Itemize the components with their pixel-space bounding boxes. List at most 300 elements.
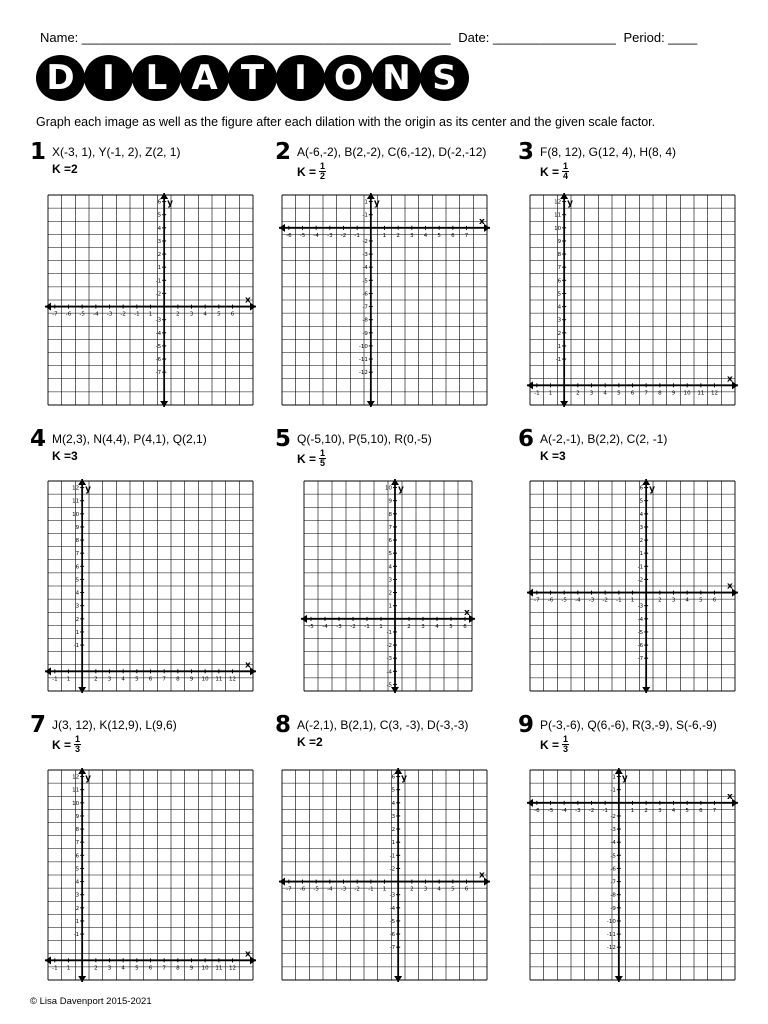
problem-number: 3 [518,139,535,165]
fraction-numerator: 1 [75,734,81,744]
y-tick-label: 6 [557,278,562,285]
x-tick-label: 4 [435,623,439,630]
x-tick-label: 6 [230,311,235,318]
scale-label: K = [52,449,72,463]
x-tick-label: -5 [79,311,85,318]
scale-value: 3 [559,449,566,463]
x-tick-label: 5 [135,676,139,683]
x-tick-label: 11 [215,965,223,972]
scale-label: K = [540,449,560,463]
coordinate-grid[interactable] [44,767,259,983]
scale-factor [297,735,323,749]
fraction-denominator: 2 [320,171,326,181]
scale-factor [52,735,81,754]
fraction-numerator: 1 [320,161,326,171]
y-tick-label: 2 [639,538,644,545]
grid-body [45,193,256,407]
y-tick-label: 8 [388,511,392,518]
y-tick-label: 5 [391,787,396,794]
y-tick-label: 4 [391,800,396,807]
y-tick-label: 2 [557,330,562,337]
scale-label: K = [297,451,317,466]
title-letter: D [36,55,85,101]
x-tick-label: 7 [644,390,648,397]
x-tick-label: -1 [534,390,540,397]
y-tick-label: -1 [637,564,644,571]
y-tick-label: 12 [72,774,80,781]
scale-fraction [74,735,81,754]
scale-value: 2 [71,162,78,176]
scale-fraction [319,449,326,468]
y-tick-label: -5 [389,918,396,925]
x-tick-label: 2 [176,311,180,318]
y-tick-label: 5 [388,551,392,558]
x-axis-label: x [727,374,733,385]
y-tick-label: -5 [637,629,644,636]
problem-number: 8 [275,712,292,738]
y-tick-label: 10 [72,800,80,807]
x-tick-label: 1 [148,311,153,318]
y-tick-label: -11 [358,357,368,364]
y-tick-label: 1 [388,603,392,610]
x-axis-label: x [464,607,470,618]
y-tick-label: 6 [75,853,80,860]
x-tick-label: 2 [576,390,580,397]
scale-factor [52,449,78,463]
problem-number: 7 [30,712,47,738]
x-tick-label: 1 [66,676,71,683]
arrow-down-icon [642,687,650,693]
x-tick-label: -6 [534,807,540,814]
scale-factor [297,449,326,468]
fraction-numerator: 1 [563,734,569,744]
x-tick-label: 7 [464,232,469,239]
x-tick-label: 6 [699,807,703,814]
name-field[interactable]: Name: ___________________________________________________ [40,30,451,45]
y-tick-label: -6 [362,291,368,298]
y-tick-label: 8 [75,827,80,834]
grid-body [45,768,256,982]
y-tick-label: 1 [391,840,396,847]
fraction-denominator: 4 [563,171,569,181]
title-letter: O [324,55,373,101]
y-tick-label: -3 [155,317,162,324]
y-tick-label: 7 [557,265,562,272]
x-tick-label: -4 [93,311,99,318]
x-tick-label: 5 [437,232,441,239]
y-tick-label: 4 [75,590,80,597]
y-tick-label: -1 [155,278,162,285]
y-axis-label: y [401,773,408,784]
y-axis-label: y [649,484,656,495]
x-tick-label: 5 [451,886,455,893]
x-tick-label: 12 [711,390,718,397]
x-tick-label: 3 [671,597,676,604]
page-title [36,55,468,101]
x-tick-label: 6 [148,676,153,683]
x-tick-label: -2 [340,232,347,239]
x-tick-label: 2 [396,232,400,239]
y-axis-label: y [567,198,574,209]
y-tick-label: 6 [639,485,644,492]
scale-fraction [562,162,569,181]
y-tick-label: 11 [554,212,562,219]
problem-number: 2 [275,139,292,165]
scale-factor [297,162,326,181]
x-tick-label: 3 [189,311,194,318]
x-tick-label: 12 [229,965,236,972]
problem-points: X(-3, 1), Y(-1, 2), Z(2, 1) [52,145,181,159]
y-tick-label: 7 [75,551,80,558]
fraction-denominator: 5 [320,458,326,468]
x-tick-label: 1 [630,597,635,604]
y-tick-label: -4 [362,265,368,272]
y-tick-label: 5 [75,866,80,873]
coordinate-grid[interactable] [526,767,741,983]
y-tick-label: -5 [386,682,392,689]
grid-body [45,479,256,693]
y-tick-label: 5 [157,212,162,219]
y-tick-label: 2 [388,590,392,597]
y-tick-label: -1 [389,853,396,860]
y-axis-label: y [373,198,380,209]
x-tick-label: -6 [299,886,306,893]
y-tick-label: -12 [606,945,616,952]
title-letter: N [372,55,421,101]
x-tick-label: 2 [407,623,411,630]
y-axis-label: y [621,773,628,784]
y-tick-label: 9 [388,498,392,505]
coordinate-grid[interactable] [44,192,259,408]
y-tick-label: 2 [157,252,162,259]
y-tick-label: -5 [155,343,162,350]
y-tick-label: 3 [557,317,562,324]
y-tick-label: 10 [385,485,392,492]
y-tick-label: -1 [610,787,616,794]
problem-points: P(-3,-6), Q(6,-6), R(3,-9), S(-6,-9) [540,718,717,732]
scale-factor [540,449,566,463]
x-axis-label: x [245,295,251,306]
y-tick-label: 9 [75,813,80,820]
x-tick-label: -2 [120,311,126,318]
y-tick-label: 9 [557,238,562,245]
x-tick-label: 4 [203,311,207,318]
y-tick-label: 1 [639,551,644,558]
y-tick-label: 2 [75,905,80,912]
grid-body [527,193,738,407]
x-tick-label: 7 [162,676,166,683]
y-tick-label: -4 [155,330,162,337]
fraction-denominator: 3 [563,744,569,754]
title-letter: L [132,55,181,101]
x-axis-label: x [245,949,251,960]
problem-points: A(-6,-2), B(2,-2), C(6,-12), D(-2,-12) [297,145,487,159]
y-tick-label: -12 [358,370,368,377]
problem-points: A(-2,1), B(2,1), C(3, -3), D(-3,-3) [297,718,469,732]
y-tick-label: 10 [554,225,562,232]
y-tick-label: -5 [362,278,368,285]
y-tick-label: -2 [389,866,396,873]
y-tick-label: -8 [610,892,616,899]
x-tick-label: -5 [308,623,314,630]
y-tick-label: 1 [75,918,80,925]
x-tick-label: 3 [410,232,414,239]
scale-value: 3 [71,449,78,463]
arrow-down-icon [367,401,375,407]
period-field[interactable]: Period: ____ [623,30,698,45]
y-tick-label: -9 [362,330,368,337]
y-tick-label: -2 [637,577,644,584]
x-tick-label: -2 [354,886,360,893]
y-tick-label: -4 [389,905,396,912]
y-tick-label: 7 [75,840,80,847]
x-tick-label: 4 [685,597,689,604]
y-tick-label: 3 [391,813,396,820]
y-tick-label: -1 [362,212,368,219]
x-tick-label: -7 [534,597,540,604]
y-tick-label: 8 [557,252,562,259]
x-tick-label: 3 [589,390,594,397]
x-tick-label: 4 [121,965,125,972]
x-tick-label: -5 [313,886,319,893]
scale-label: K = [297,164,317,179]
y-tick-label: -7 [389,945,396,952]
x-tick-label: 9 [189,676,194,683]
x-tick-label: 5 [135,965,139,972]
x-tick-label: 5 [449,623,453,630]
x-axis-label: x [727,791,733,802]
x-tick-label: 6 [630,390,635,397]
y-tick-label: -4 [637,616,644,623]
y-tick-label: 12 [554,199,562,206]
x-tick-label: -1 [368,886,374,893]
y-axis-label: y [398,484,404,495]
y-tick-label: -10 [606,918,616,925]
copyright: © Lisa Davenport 2015-2021 [30,996,152,1007]
x-tick-label: -1 [354,232,360,239]
x-tick-label: 7 [712,807,717,814]
x-tick-label: -1 [364,623,370,630]
x-tick-label: 3 [658,807,662,814]
problem-number: 9 [518,712,535,738]
title-letter: T [228,55,277,101]
x-tick-label: 10 [201,676,209,683]
x-tick-label: 4 [121,676,125,683]
x-tick-label: 11 [697,390,705,397]
x-tick-label: 3 [107,676,112,683]
y-tick-label: -1 [386,629,392,636]
x-axis-label: x [479,870,485,881]
date-field[interactable]: Date: _________________ [458,30,616,45]
y-tick-label: 3 [639,524,644,531]
x-tick-label: -1 [616,597,622,604]
y-tick-label: 2 [391,827,396,834]
y-tick-label: -3 [389,892,396,899]
arrow-down-icon [394,976,402,982]
y-tick-label: -4 [386,669,392,676]
y-tick-label: -7 [155,370,162,377]
header [40,30,730,45]
x-tick-label: 1 [379,623,383,630]
scale-value: 2 [316,735,323,749]
x-tick-label: 12 [229,676,236,683]
title-letter: A [180,55,229,101]
scale-fraction [319,162,326,181]
y-tick-label: -6 [389,932,396,939]
x-tick-label: -7 [286,886,292,893]
x-tick-label: -5 [561,597,567,604]
coordinate-grid[interactable] [44,478,259,694]
x-tick-label: -5 [299,232,306,239]
problem-number: 5 [275,426,292,452]
x-tick-label: 6 [148,965,153,972]
x-tick-label: 8 [658,390,662,397]
x-tick-label: -1 [602,807,608,814]
coordinate-grid[interactable] [278,192,493,408]
y-tick-label: 6 [75,564,80,571]
y-tick-label: 4 [639,511,644,518]
coordinate-grid[interactable] [526,478,741,694]
problem-points: J(3, 12), K(12,9), L(9,6) [52,718,177,732]
x-tick-label: -3 [106,311,113,318]
x-tick-label: -1 [134,311,140,318]
y-tick-label: 4 [75,879,80,886]
x-tick-label: -6 [547,597,554,604]
y-tick-label: -8 [362,317,368,324]
arrow-down-icon [78,687,86,693]
x-tick-label: 5 [685,807,689,814]
grid-body [527,768,738,982]
scale-factor [540,735,569,754]
x-tick-label: 1 [66,965,71,972]
y-axis-label: y [167,198,174,209]
x-tick-label: 9 [189,965,194,972]
x-tick-label: 5 [699,597,703,604]
y-tick-label: 5 [639,498,644,505]
y-tick-label: 3 [157,238,162,245]
x-tick-label: -6 [286,232,292,239]
fraction-denominator: 3 [75,744,81,754]
problem-points: Q(-5,10), P(5,10), R(0,-5) [297,432,432,446]
x-tick-label: 6 [463,623,467,630]
y-tick-label: 11 [72,787,80,794]
x-tick-label: 10 [683,390,691,397]
problem-number: 1 [30,139,47,165]
title-letter: I [84,55,133,101]
scale-label: K = [297,735,317,749]
x-axis-label: x [479,216,485,227]
scale-label: K = [540,164,560,179]
y-tick-label: -7 [610,879,616,886]
arrow-down-icon [391,687,399,693]
x-tick-label: -1 [52,965,58,972]
grid-body [301,479,475,693]
coordinate-grid[interactable] [278,767,493,983]
coordinate-grid[interactable] [526,192,741,408]
y-tick-label: 3 [75,892,80,899]
x-tick-label: -4 [313,232,319,239]
y-tick-label: 10 [72,511,80,518]
scale-fraction [562,735,569,754]
x-tick-label: 6 [464,886,469,893]
y-tick-label: 4 [157,225,162,232]
y-tick-label: -2 [610,813,616,820]
y-tick-label: -6 [610,866,616,873]
x-tick-label: -6 [65,311,72,318]
y-tick-label: -3 [386,656,392,663]
x-tick-label: 3 [107,965,112,972]
y-tick-label: 7 [388,524,392,531]
x-tick-label: 8 [176,965,180,972]
scale-factor [540,162,569,181]
x-tick-label: -4 [327,886,333,893]
y-tick-label: 2 [75,616,80,623]
x-tick-label: 4 [423,232,428,239]
scale-label: K = [52,737,72,752]
x-tick-label: 5 [217,311,221,318]
y-tick-label: -10 [358,343,368,350]
instructions: Graph each image as well as the figure after each dilation with the origin as its center and the given scale factor. [36,115,656,129]
x-tick-label: -3 [340,886,347,893]
x-tick-label: 2 [94,965,98,972]
x-tick-label: -7 [52,311,58,318]
x-tick-label: -2 [588,807,595,814]
y-tick-label: -1 [73,932,80,939]
y-tick-label: -7 [637,656,644,663]
x-tick-label: -2 [602,597,608,604]
y-tick-label: 5 [557,291,562,298]
y-tick-label: -6 [637,643,644,650]
x-tick-label: -3 [336,623,342,630]
y-tick-label: 9 [75,524,80,531]
x-tick-label: 4 [671,807,676,814]
x-tick-label: -4 [575,597,581,604]
x-tick-label: 7 [162,965,166,972]
problem-number: 4 [30,426,47,452]
y-tick-label: -2 [155,291,162,298]
arrow-down-icon [160,401,168,407]
x-tick-label: -1 [52,676,58,683]
x-tick-label: 2 [644,807,648,814]
problem-points: F(8, 12), G(12, 4), H(8, 4) [540,145,677,159]
x-tick-label: 10 [201,965,209,972]
x-tick-label: 11 [215,676,223,683]
coordinate-grid[interactable] [300,478,478,694]
y-tick-label: -11 [606,932,616,939]
x-tick-label: 1 [382,232,387,239]
y-tick-label: 4 [388,564,392,571]
x-tick-label: 8 [176,676,180,683]
y-tick-label: -2 [386,643,392,650]
y-tick-label: -3 [362,252,368,259]
grid-body [279,768,490,982]
x-tick-label: -3 [575,807,581,814]
y-tick-label: 4 [557,304,562,311]
x-tick-label: -4 [322,623,328,630]
y-tick-label: 6 [157,199,162,206]
fraction-numerator: 1 [320,448,326,458]
y-tick-label: -9 [610,905,616,912]
y-tick-label: -4 [610,840,616,847]
y-tick-label: 1 [557,343,562,350]
x-tick-label: 2 [410,886,414,893]
scale-label: K = [540,737,560,752]
x-tick-label: 1 [382,886,387,893]
x-axis-label: x [245,660,251,671]
x-tick-label: 3 [423,886,428,893]
y-tick-label: 5 [75,577,80,584]
x-axis-label: x [727,581,733,592]
